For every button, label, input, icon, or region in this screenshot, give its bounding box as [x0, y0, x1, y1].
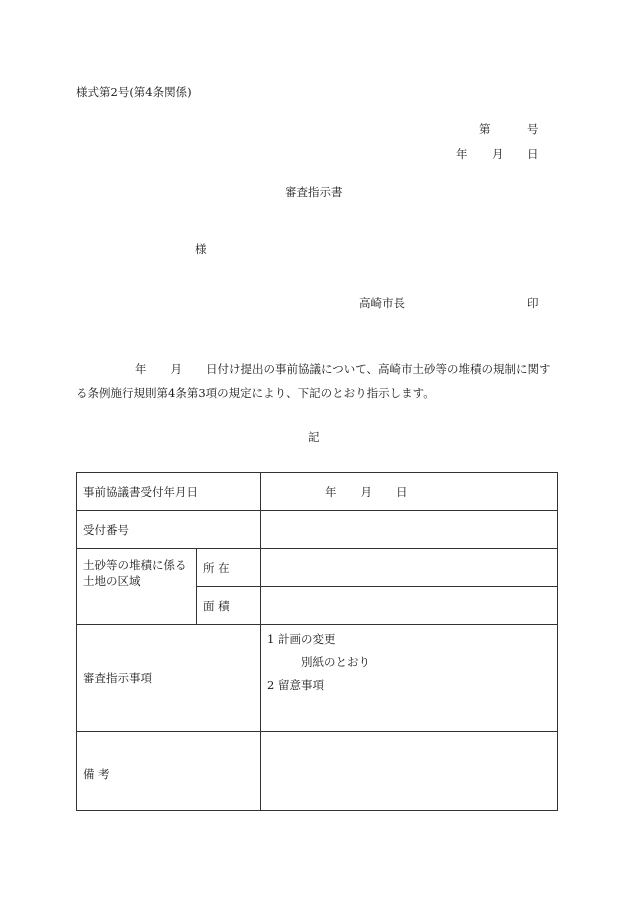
body-text: 日付け提出の事前協議について、高崎市土砂等の堆積の規制に関する条例施行規則第4条第3項の規定により、下記のとおり指示します。 [76, 362, 551, 400]
issuer-name: 高崎市長 [359, 296, 405, 310]
body-year: 年 [135, 362, 147, 376]
document-title: 審査指示書 [285, 185, 343, 199]
location-label: 所 在 [197, 549, 261, 587]
recipient-suffix: 様 [195, 242, 207, 256]
form-table [76, 472, 558, 811]
instruction-item-1: 1 計画の変更 [267, 632, 336, 646]
ki-label: 記 [308, 430, 320, 444]
body-month: 月 [170, 362, 182, 376]
instructions-row [77, 625, 558, 732]
receipt-number-row [77, 511, 558, 549]
receipt-date-label: 事前協議書受付年月日 [77, 473, 261, 511]
remarks-label: 備 考 [77, 732, 261, 811]
doc-number-go: 号 [527, 122, 539, 136]
receipt-year: 年 [325, 484, 337, 499]
location-row [77, 549, 558, 587]
size-cell[interactable] [261, 587, 558, 625]
size-label: 面 積 [197, 587, 261, 625]
remarks-cell[interactable] [261, 732, 558, 811]
date-year: 年 [456, 147, 468, 161]
issuer-seal: 印 [527, 296, 539, 310]
doc-number-dai: 第 [479, 122, 491, 136]
form-number: 様式第2号(第4条関係) [76, 85, 192, 99]
instructions-cell[interactable] [261, 625, 558, 732]
location-cell[interactable] [261, 549, 558, 587]
instructions-label: 審査指示事項 [77, 625, 261, 732]
instruction-item-2: 2 留意事項 [267, 678, 324, 692]
remarks-row [77, 732, 558, 811]
date-day: 日 [527, 147, 539, 161]
receipt-number-label: 受付番号 [77, 511, 261, 549]
date-month: 月 [492, 147, 504, 161]
area-label: 土砂等の堆積に係る土地の区域 [77, 549, 197, 625]
instruction-item-1-sub: 別紙のとおり [301, 655, 370, 669]
receipt-number-cell[interactable] [261, 511, 558, 549]
receipt-date-row [77, 473, 558, 511]
receipt-day: 日 [396, 484, 408, 499]
receipt-month: 月 [360, 484, 372, 499]
receipt-date-cell[interactable] [261, 473, 558, 511]
body-paragraph [76, 357, 556, 405]
